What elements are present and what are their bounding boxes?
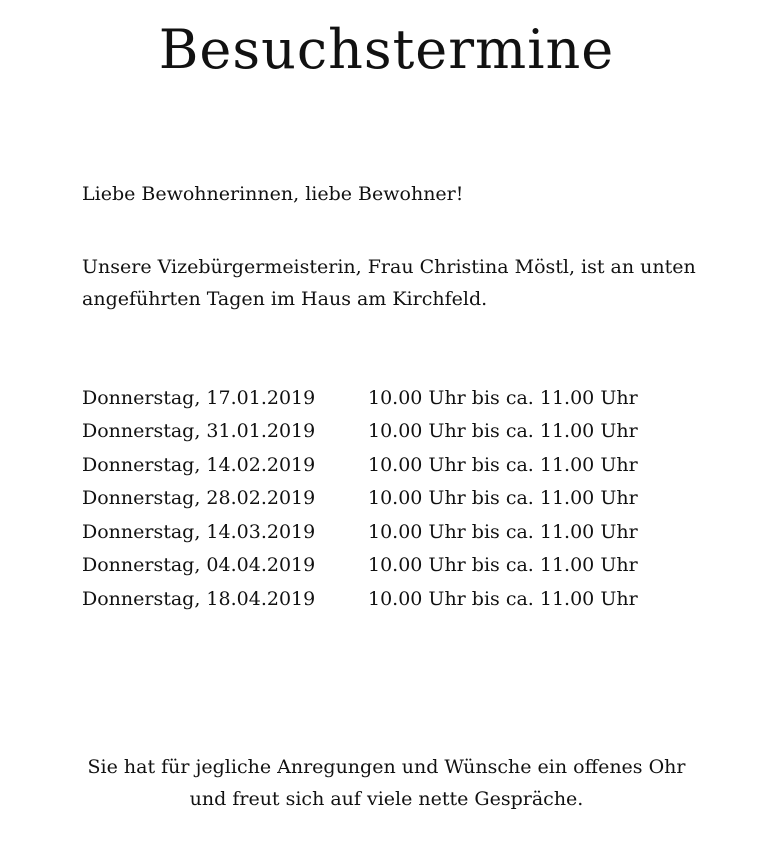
- schedule-date: Donnerstag, 14.03.2019: [82, 520, 316, 543]
- schedule-time: 10.00 Uhr bis ca. 11.00 Uhr: [368, 420, 638, 443]
- schedule-date: Donnerstag, 17.01.2019: [82, 386, 316, 409]
- schedule-row: [82, 381, 682, 415]
- schedule-row: [82, 515, 682, 549]
- intro-paragraph: [82, 251, 702, 315]
- schedule-time: 10.00 Uhr bis ca. 11.00 Uhr: [368, 487, 638, 510]
- schedule-date: Donnerstag, 28.02.2019: [82, 487, 316, 510]
- schedule-list: [82, 381, 682, 616]
- schedule-date: Donnerstag, 31.01.2019: [82, 420, 316, 443]
- intro-line-2: angeführten Tagen im Haus am Kirchfeld.: [82, 288, 488, 310]
- schedule-row: [82, 448, 682, 482]
- schedule-time: 10.00 Uhr bis ca. 11.00 Uhr: [368, 386, 638, 409]
- intro-line-1: Unsere Vizebürgermeisterin, Frau Christina Möstl, ist an unten: [82, 256, 696, 278]
- closing-line-2: und freut sich auf viele nette Gespräche.: [189, 788, 584, 810]
- schedule-row: [82, 549, 682, 583]
- schedule-date: Donnerstag, 04.04.2019: [82, 554, 316, 577]
- page-title: Besuchstermine: [158, 18, 615, 81]
- schedule-row: [82, 582, 682, 616]
- schedule-date: Donnerstag, 14.02.2019: [82, 453, 316, 476]
- schedule-date: Donnerstag, 18.04.2019: [82, 587, 316, 610]
- greeting-text: Liebe Bewohnerinnen, liebe Bewohner!: [82, 183, 464, 205]
- schedule-time: 10.00 Uhr bis ca. 11.00 Uhr: [368, 453, 638, 476]
- closing-line-1: Sie hat für jegliche Anregungen und Wünsche ein offenes Ohr: [87, 756, 686, 778]
- schedule-row: [82, 482, 682, 516]
- schedule-time: 10.00 Uhr bis ca. 11.00 Uhr: [368, 520, 638, 543]
- schedule-time: 10.00 Uhr bis ca. 11.00 Uhr: [368, 587, 638, 610]
- schedule-time: 10.00 Uhr bis ca. 11.00 Uhr: [368, 554, 638, 577]
- schedule-row: [82, 415, 682, 449]
- closing-paragraph: [0, 751, 773, 815]
